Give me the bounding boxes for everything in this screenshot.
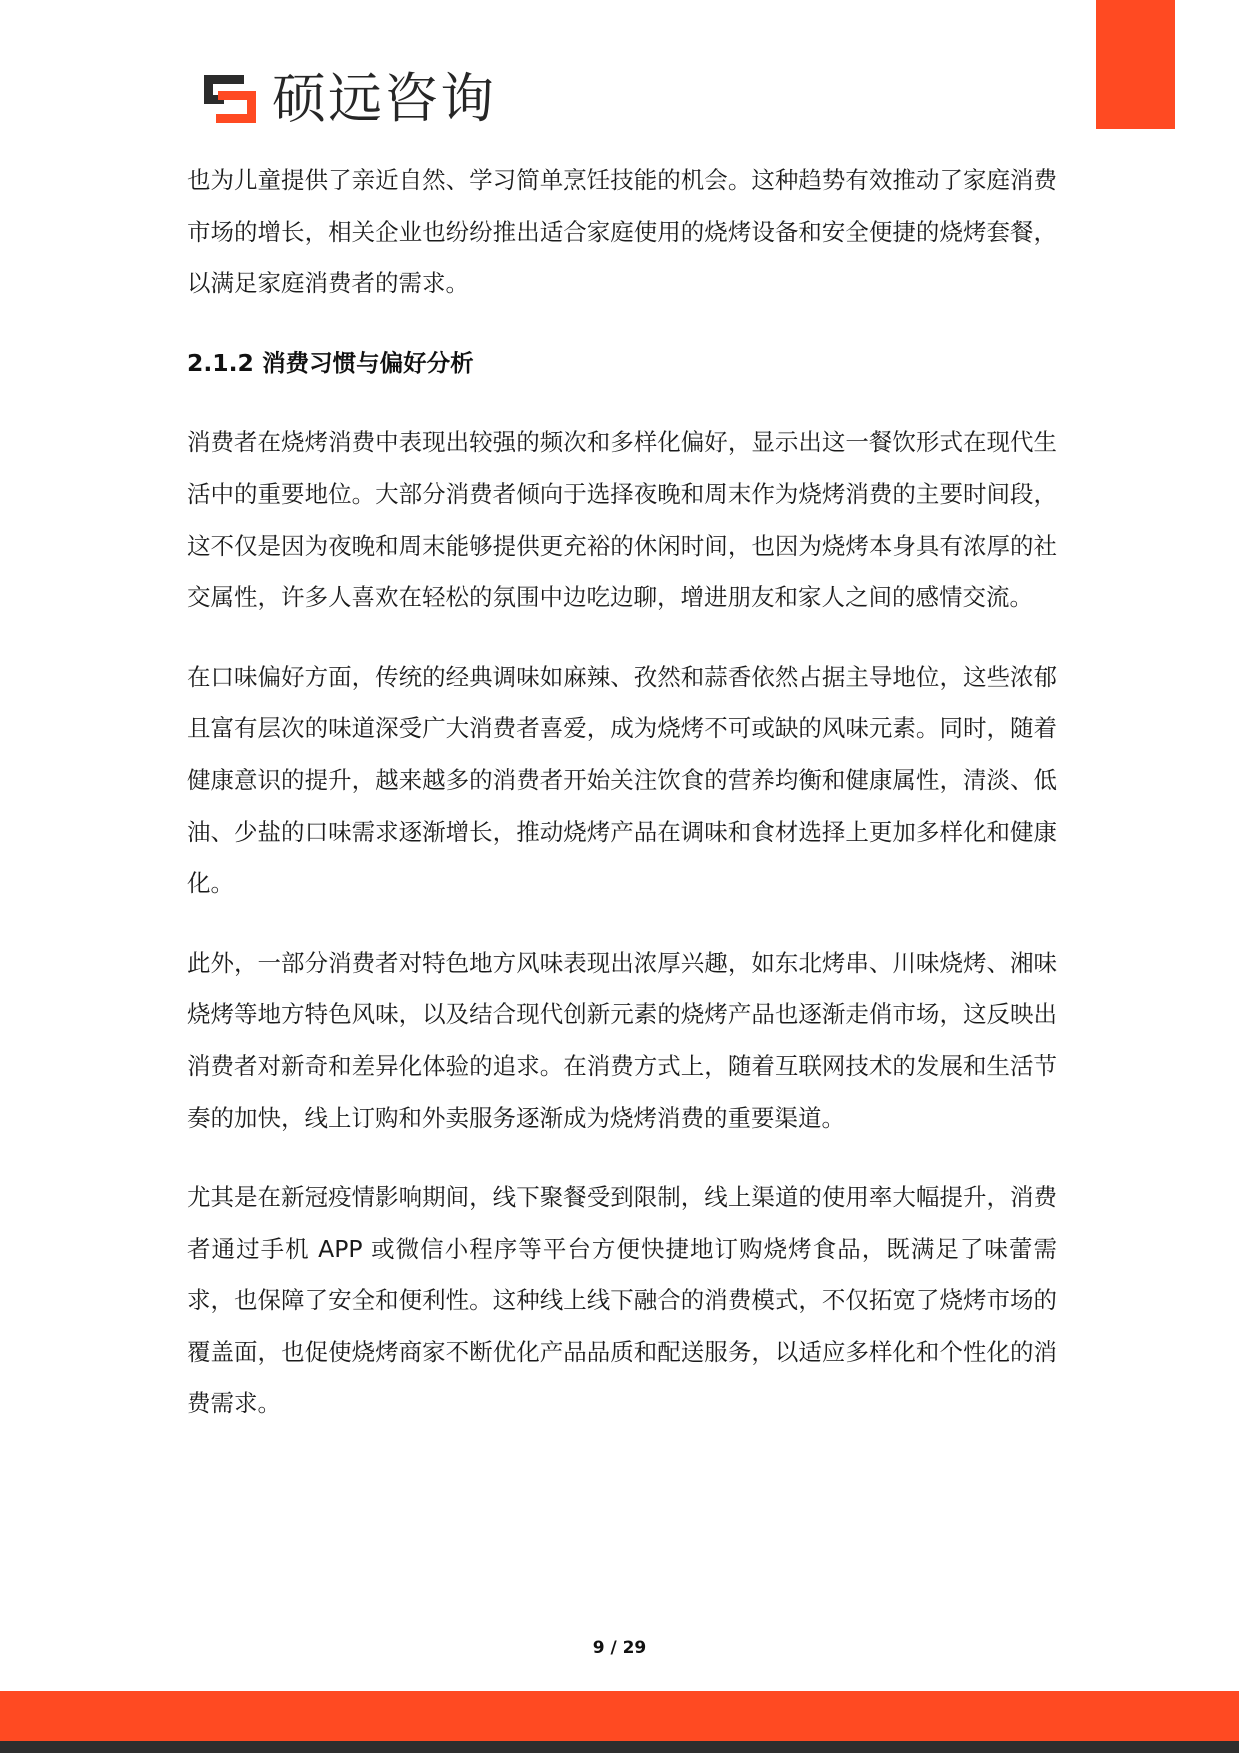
footer-accent-bar [0, 1691, 1239, 1741]
paragraph: 在口味偏好方面，传统的经典调味如麻辣、孜然和蒜香依然占据主导地位，这些浓郁且富有层次的味道深受广大消费者喜爱，成为烧烤不可或缺的风味元素。同时，随着健康意识的提升，越来越多的消费者开始关注饮食的营养均衡和健康属性，清淡、低油、少盐的口味需求逐渐增长，推动烧烤产品在调味和食材选择上更加多样化和健康化。 [187, 662, 1057, 898]
paragraph: 消费者在烧烤消费中表现出较强的频次和多样化偏好，显示出这一餐饮形式在现代生活中的重要地位。大部分消费者倾向于选择夜晚和周末作为烧烤消费的主要时间段，这不仅是因为夜晚和周末能够提供更充裕的休闲时间，也因为烧烤本身具有浓厚的社交属性，许多人喜欢在轻松的氛围中边吃边聊，增进朋友和家人之间的感情交流。 [187, 428, 1057, 612]
footer-dark-strip [0, 1741, 1239, 1753]
paragraph-intro: 也为儿童提供了亲近自然、学习简单烹饪技能的机会。这种趋势有效推动了家庭消费市场的增长，相关企业也纷纷推出适合家庭使用的烧烤设备和安全便捷的烧烤套餐，以满足家庭消费者的需求。 [187, 166, 1057, 298]
paragraph: 尤其是在新冠疫情影响期间，线下聚餐受到限制，线上渠道的使用率大幅提升，消费者通过手机 APP 或微信小程序等平台方便快捷地订购烧烤食品，既满足了味蕾需求，也保障了安全和便利性。这种线上线下融合的消费模式，不仅拓宽了烧烤市场的覆盖面，也促使烧烤商家不断优化产品品质和配送服务，以适应多样化和个性化的消费需求。 [187, 1183, 1057, 1418]
brand-logo [200, 67, 496, 130]
corner-accent-tab [1096, 0, 1175, 129]
document-body [187, 155, 1057, 1430]
section-heading: 2.1.2 消费习惯与偏好分析 [187, 348, 474, 377]
paragraph: 此外，一部分消费者对特色地方风味表现出浓厚兴趣，如东北烤串、川味烧烤、湘味烧烤等地方特色风味，以及结合现代创新元素的烧烤产品也逐渐走俏市场，这反映出消费者对新奇和差异化体验的追求。在消费方式上，随着互联网技术的发展和生活节奏的加快，线上订购和外卖服务逐渐成为烧烤消费的重要渠道。 [187, 948, 1057, 1132]
page-number: 9 / 29 [592, 1638, 647, 1658]
brand-name: 硕远咨询 [272, 67, 496, 130]
brand-mark-icon [200, 71, 260, 127]
